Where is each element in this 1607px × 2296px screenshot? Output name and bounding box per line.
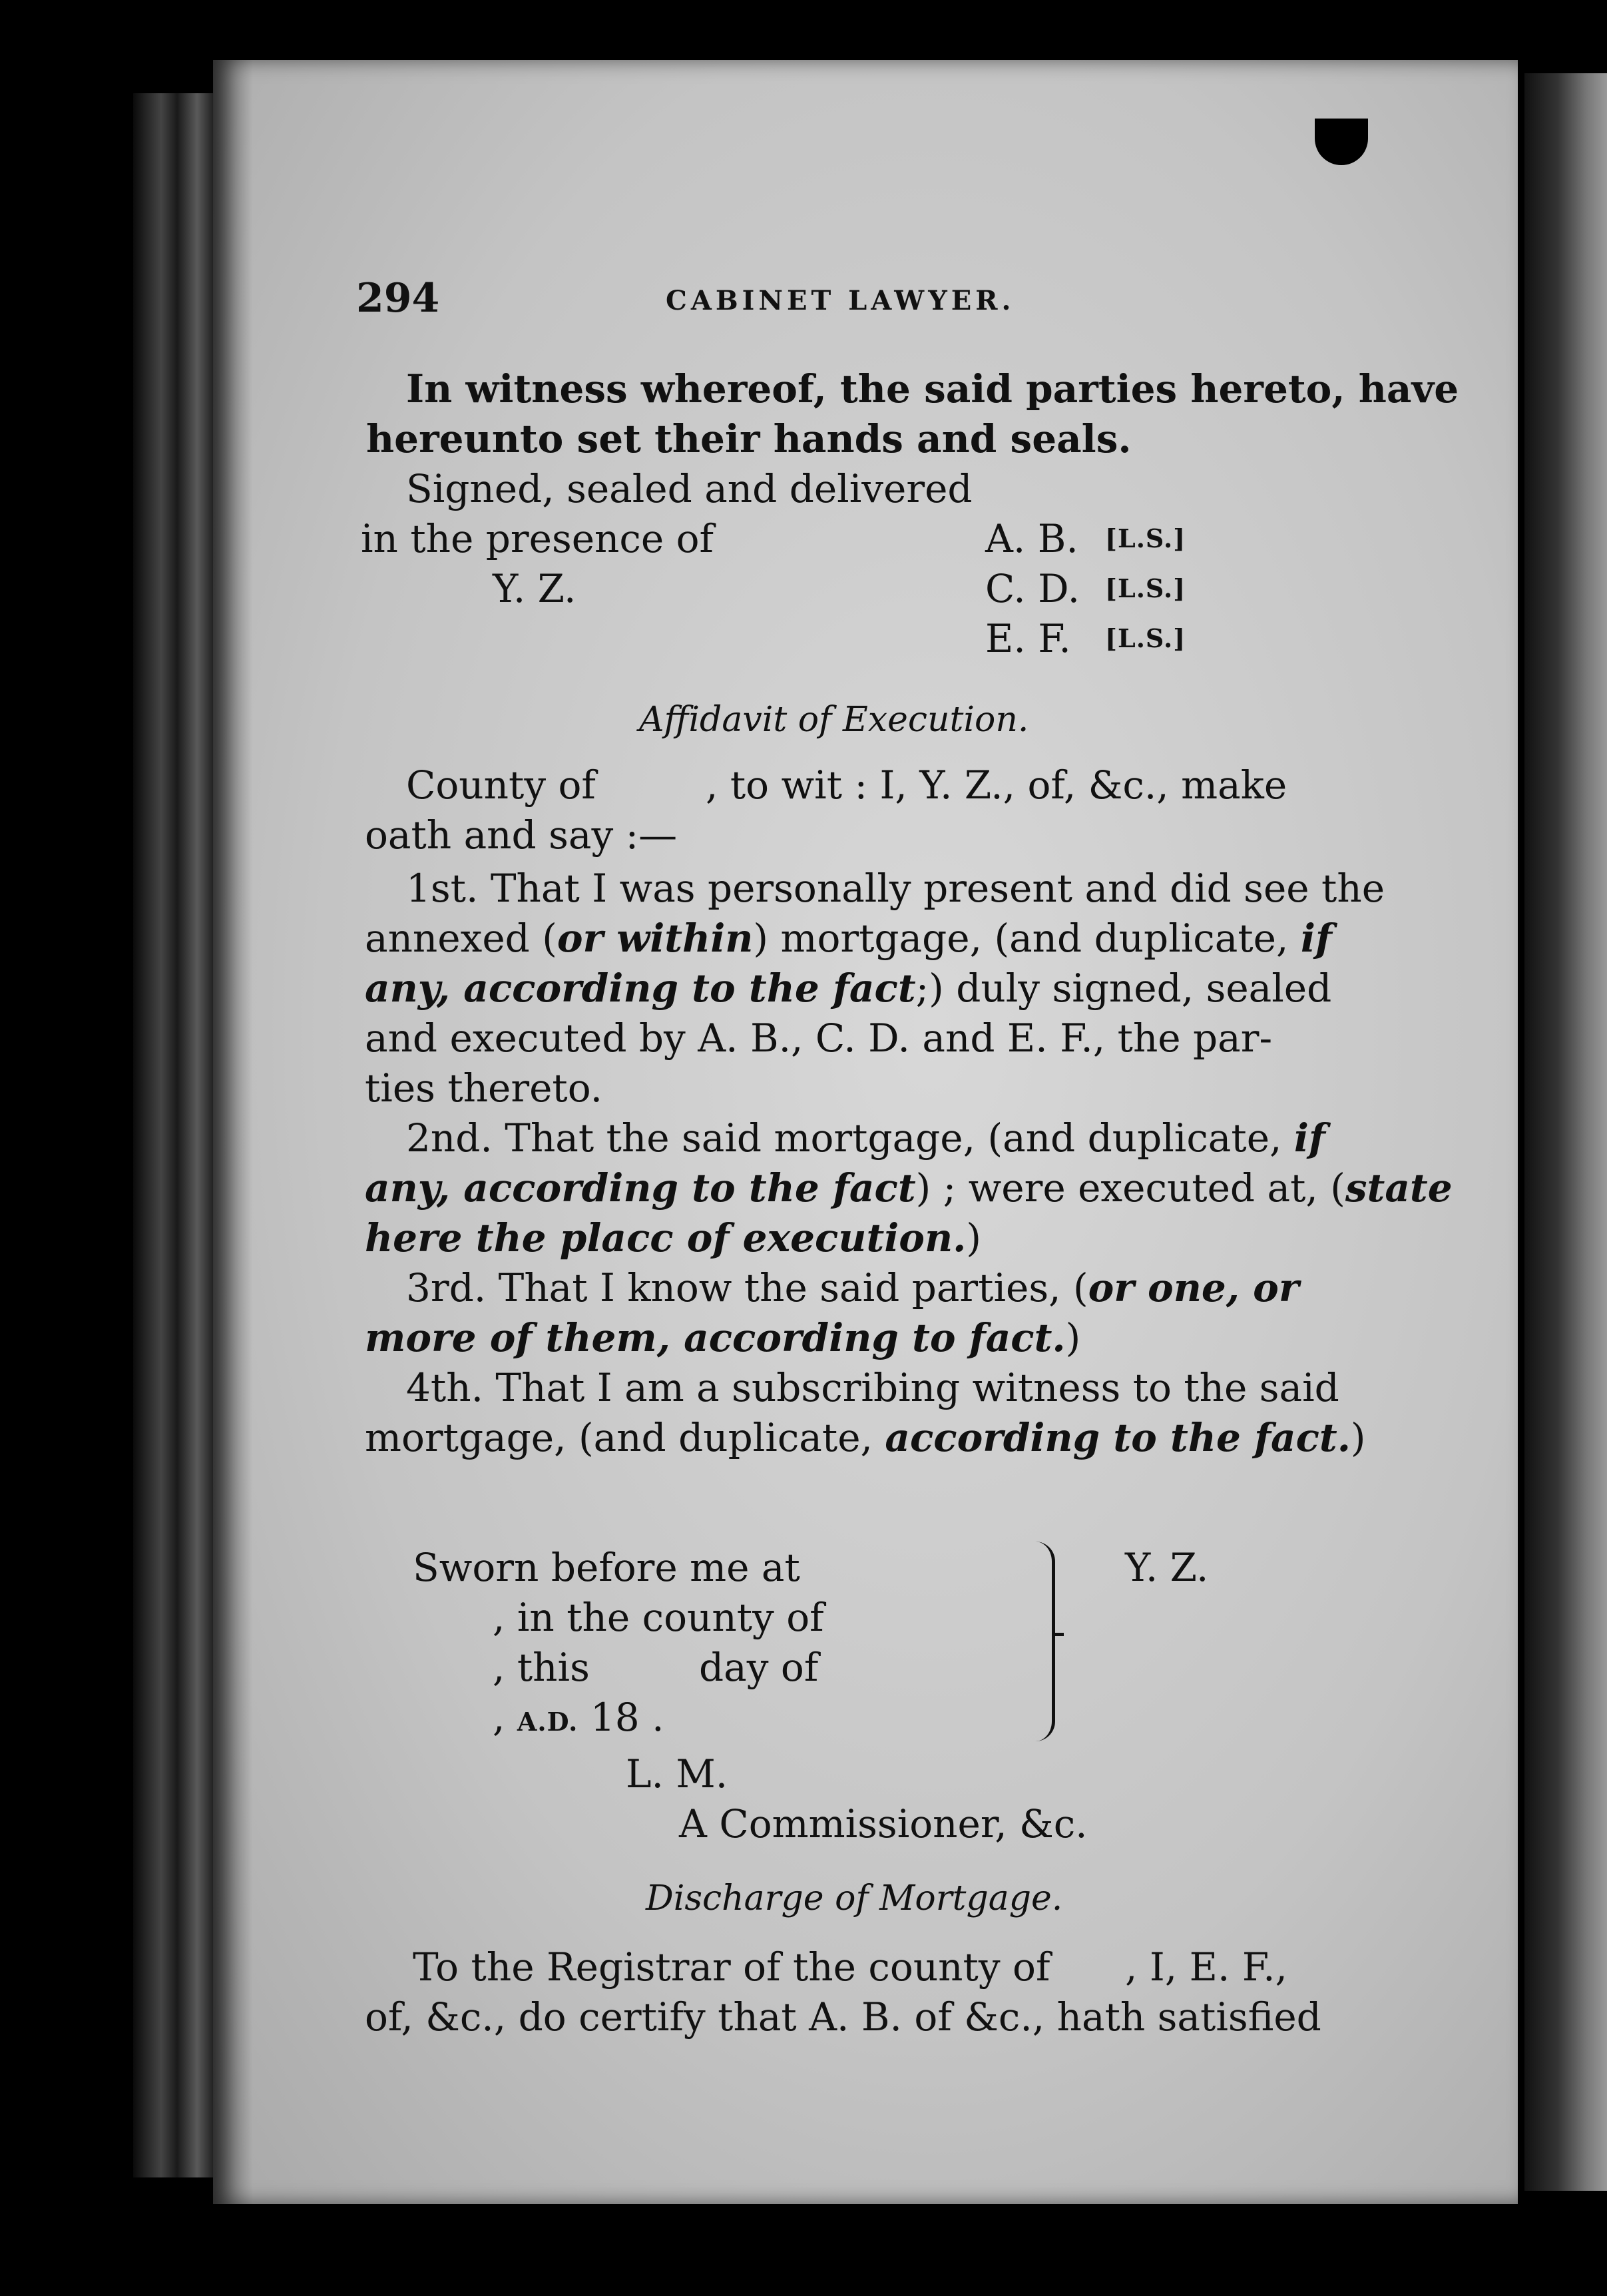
small-caps-run: A.D. (517, 1707, 578, 1737)
text-run: 2nd. That the said mortgage, (and duplicate, (406, 1115, 1282, 1161)
commissioner-title: A Commissioner, &c. (679, 1801, 1088, 1847)
jurat-line-2: , in the county of (493, 1595, 824, 1640)
page-text (213, 60, 1518, 2204)
witness-name: Y. Z. (493, 566, 576, 611)
text-run: ;) duly signed, sealed (915, 966, 1332, 1011)
italic-run: if (1293, 1115, 1325, 1161)
para1-line2 (365, 916, 1332, 961)
facing-page-edge (1524, 73, 1607, 2191)
discharge-line-1b: , I, E. F., (1125, 1944, 1287, 1990)
book-spine (133, 93, 213, 2177)
para2-line2 (365, 1165, 1453, 1211)
signatory-name: C. D. (985, 566, 1080, 611)
jurat-line-1: Sworn before me at (413, 1545, 800, 1590)
text-run: 18 . (590, 1695, 664, 1740)
para3-line1 (406, 1265, 1299, 1310)
para4-line2 (365, 1415, 1366, 1460)
text-run: ) (1065, 1315, 1081, 1360)
para3-line2 (365, 1315, 1081, 1360)
oath-line: oath and say :— (365, 812, 678, 858)
italic-run: state (1345, 1165, 1453, 1211)
text-run: 3rd. That I know the said parties, ( (406, 1265, 1088, 1310)
jurat-line-3a: , this (493, 1645, 590, 1690)
discharge-heading: Discharge of Mortgage. (646, 1878, 1063, 1918)
italic-run: any, according to the fact (365, 966, 916, 1011)
county-label: County of (406, 762, 596, 808)
jurat-line-3b: day of (699, 1645, 819, 1690)
para1-line1: 1st. That I was personally present and did see the (406, 866, 1385, 911)
text-run: ) ; were executed at, ( (915, 1165, 1345, 1211)
italic-run: more of them, according to fact. (365, 1315, 1066, 1360)
italic-run: here the placc of execution. (365, 1215, 967, 1261)
para1-line4: and executed by A. B., C. D. and E. F., the par- (365, 1015, 1273, 1061)
book-page (213, 60, 1518, 2204)
jurat-line-4 (493, 1695, 664, 1740)
text-run: mortgage, (and duplicate, (365, 1415, 873, 1460)
seal-mark: [L.S.] (1105, 623, 1186, 653)
discharge-line-1a: To the Registrar of the county of (413, 1944, 1050, 1990)
signatory-name: E. F. (985, 616, 1071, 661)
italic-run: if (1300, 916, 1332, 961)
affidavit-heading: Affidavit of Execution. (639, 700, 1029, 740)
signatory-name: A. B. (985, 516, 1078, 561)
italic-run: according to the fact. (885, 1415, 1351, 1460)
discharge-line-2: of, &c., do certify that A. B. of &c., hath satisfied (365, 1994, 1321, 2040)
text-run: ) (1350, 1415, 1366, 1460)
jurat-brace (1032, 1542, 1055, 1741)
text-run: , (493, 1695, 505, 1740)
para2-line1 (406, 1115, 1325, 1161)
seal-mark: [L.S.] (1105, 573, 1186, 603)
page-number: 294 (356, 275, 440, 322)
jurat-brace-tip (1053, 1633, 1064, 1636)
running-title: CABINET LAWYER. (666, 285, 1015, 316)
para1-line5: ties thereto. (365, 1065, 603, 1111)
county-line: , to wit : I, Y. Z., of, &c., make (706, 762, 1287, 808)
seal-mark: [L.S.] (1105, 523, 1186, 553)
witness-line-1: In witness whereof, the said parties hereto, have (406, 366, 1459, 412)
witness-line-2: hereunto set their hands and seals. (366, 416, 1132, 461)
witness-line-4: in the presence of (361, 516, 714, 561)
commissioner-initials: L. M. (626, 1751, 728, 1797)
deponent-signature: Y. Z. (1125, 1545, 1209, 1590)
italic-run: any, according to the fact (365, 1165, 916, 1211)
witness-line-3: Signed, sealed and delivered (406, 466, 973, 511)
text-run: annexed ( (365, 916, 557, 961)
para4-line1: 4th. That I am a subscribing witness to the said (406, 1365, 1339, 1410)
italic-run: or one, or (1088, 1265, 1299, 1310)
italic-run: or within (557, 916, 754, 961)
para2-line3 (365, 1215, 981, 1261)
text-run: ) mortgage, (and duplicate, (753, 916, 1289, 961)
text-run: ) (966, 1215, 981, 1261)
para1-line3 (365, 966, 1332, 1011)
